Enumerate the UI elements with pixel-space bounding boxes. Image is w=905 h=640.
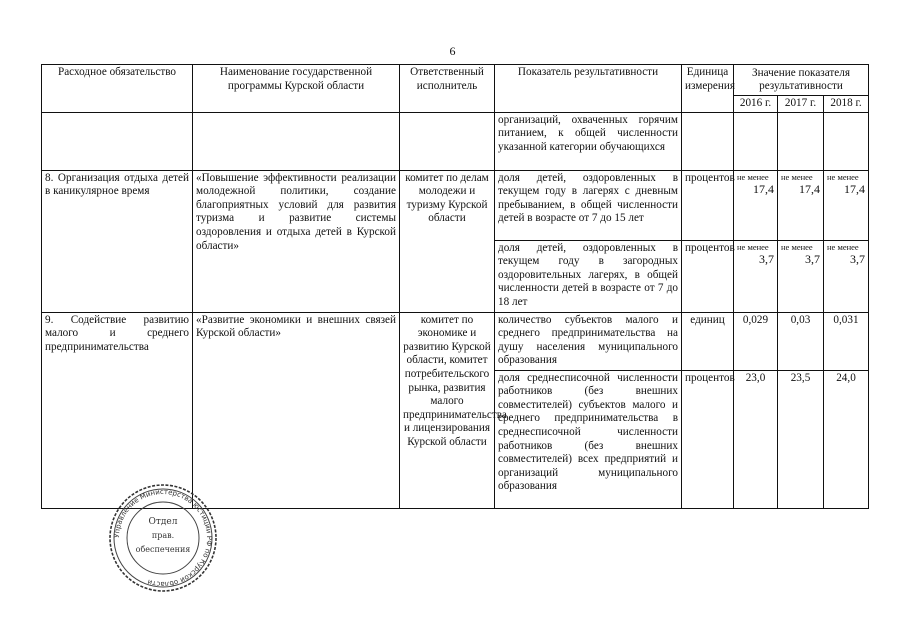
value-prefix: не менее — [781, 171, 813, 182]
official-stamp-icon — [107, 482, 219, 594]
value-number: 17,4 — [753, 181, 774, 196]
value-prefix: не менее — [827, 241, 859, 252]
value-number: 3,7 — [850, 251, 865, 266]
value-cell — [824, 240, 869, 312]
value-cell: 0,03 — [778, 312, 824, 370]
value-cell: 23,0 — [734, 370, 778, 508]
header-year-2016: 2016 г. — [734, 96, 778, 113]
header-unit: Единица измерения — [682, 65, 734, 113]
unit-cell: единиц — [682, 312, 734, 370]
stamp-line: прав. — [151, 531, 175, 540]
value-prefix: не менее — [781, 241, 813, 252]
header-year-2018: 2018 г. — [824, 96, 869, 113]
obligation-cell: 8. Организация отдыха детей в каникулярное время — [42, 170, 193, 312]
value-cell: 0,029 — [734, 312, 778, 370]
stamp-ring-text: Управление Министерства юстиции РФ по Курской области — [112, 487, 214, 589]
value-number: 3,7 — [805, 251, 820, 266]
results-table — [41, 64, 869, 509]
obligation-cell — [42, 112, 193, 170]
value-prefix: не менее — [737, 171, 769, 182]
value-cell: 24,0 — [824, 370, 869, 508]
header-value-group: Значение показателя результативности — [734, 65, 869, 96]
header-year-2017: 2017 г. — [778, 96, 824, 113]
value-cell — [778, 170, 824, 240]
value-cell — [824, 170, 869, 240]
value-cell: 23,5 — [778, 370, 824, 508]
value-number: 17,4 — [844, 181, 865, 196]
stamp-line: обеспечения — [135, 545, 191, 554]
unit-cell: процентов — [682, 240, 734, 312]
unit-cell: процентов — [682, 370, 734, 508]
indicator-cell: количество субъектов малого и среднего предпринимательства на душу населения муниципального образования — [495, 312, 682, 370]
program-cell — [193, 112, 400, 170]
value-prefix: не менее — [827, 171, 859, 182]
unit-cell: процентов — [682, 170, 734, 240]
header-program: Наименование государственной программы Курской области — [193, 65, 400, 113]
value-cell: 0,031 — [824, 312, 869, 370]
indicator-cell: доля детей, оздоровленных в текущем году в лагерях с дневным пребыванием, в общей численности детей в возрасте от 7 до 15 лет — [495, 170, 682, 240]
executor-cell: комитет по делам молодежи и туризму Курской области — [400, 170, 495, 312]
value-number: 17,4 — [799, 181, 820, 196]
value-cell — [778, 240, 824, 312]
program-cell: «Развитие экономики и внешних связей Курской области» — [193, 312, 400, 508]
value-cell — [734, 112, 778, 170]
value-cell — [734, 240, 778, 312]
program-cell: «Повышение эффективности реализации молодежной политики, создание благоприятных условий для развития туризма и развитие системы оздоровления и отдыха детей в Курской области» — [193, 170, 400, 312]
value-prefix: не менее — [737, 241, 769, 252]
indicator-cell: доля детей, оздоровленных в текущем году в загородных оздоровительных лагерях, в общей численности детей в возрасте от 7 до 18 лет — [495, 240, 682, 312]
table-row — [42, 112, 869, 170]
header-obligation: Расходное обязательство — [42, 65, 193, 113]
header-indicator: Показатель результативности — [495, 65, 682, 113]
stamp-line: Отдел — [148, 517, 178, 527]
value-number: 3,7 — [759, 251, 774, 266]
executor-cell — [400, 112, 495, 170]
value-cell — [734, 170, 778, 240]
table-row — [42, 312, 869, 370]
table-row — [42, 170, 869, 240]
executor-cell: комитет по экономике и развитию Курской области, комитет потребительского рынка, развития малого предпринимательства и лицензирования Курской области — [400, 312, 495, 508]
value-cell — [778, 112, 824, 170]
page-number: 6 — [449, 44, 456, 58]
obligation-cell: 9. Содействие развитию малого и среднего предпринимательства — [42, 312, 193, 508]
indicator-cell: организаций, охваченных горячим питанием, к общей численности указанной категории обучающихся — [495, 112, 682, 170]
indicator-cell: доля среднесписочной численности работников (без внешних совместителей) субъектов малого и среднего предпринимательства в среднесписочной численности работников (без внешних совместителей) всех предприятий и организаций муниципального образования — [495, 370, 682, 508]
unit-cell — [682, 112, 734, 170]
header-executor: Ответственный исполнитель — [400, 65, 495, 113]
value-cell — [824, 112, 869, 170]
